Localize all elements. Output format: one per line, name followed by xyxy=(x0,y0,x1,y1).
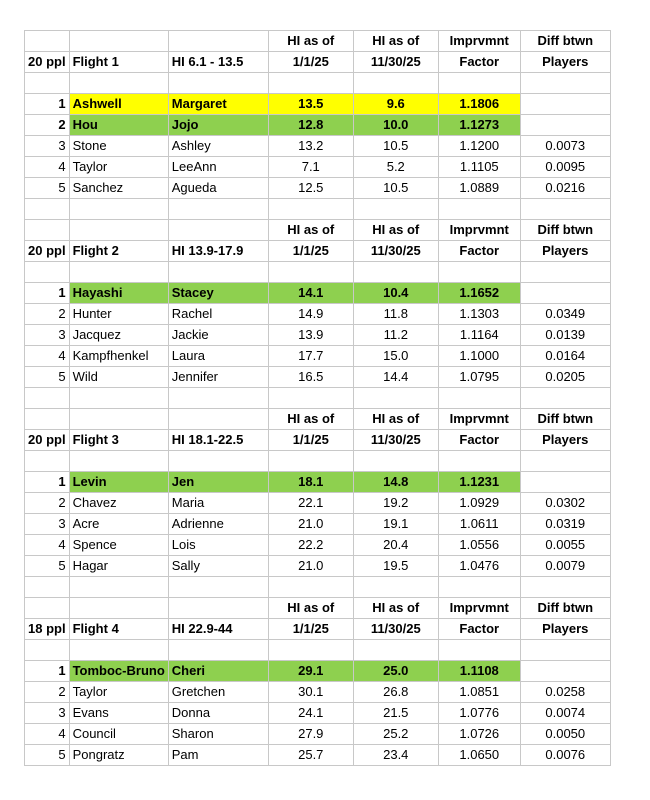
player-row xyxy=(25,703,611,724)
flight-handicap-range: HI 18.1-22.5 xyxy=(168,430,268,451)
spacer-row xyxy=(25,640,611,661)
player-row xyxy=(25,115,611,136)
hi-end-value: 19.1 xyxy=(353,514,438,535)
last-name: Kampfhenkel xyxy=(69,346,168,367)
improvement-factor: 1.0556 xyxy=(438,535,520,556)
hi-start-value: 30.1 xyxy=(268,682,353,703)
empty-cell xyxy=(168,199,268,220)
empty-cell xyxy=(168,388,268,409)
results-table-body xyxy=(25,31,611,766)
empty-cell xyxy=(69,640,168,661)
empty-cell xyxy=(353,262,438,283)
flight-handicap-range: HI 6.1 - 13.5 xyxy=(168,52,268,73)
player-row xyxy=(25,304,611,325)
rank: 4 xyxy=(25,535,70,556)
improvement-factor: 1.0726 xyxy=(438,724,520,745)
player-row xyxy=(25,94,611,115)
empty-cell xyxy=(168,31,268,52)
hi-end-value: 10.5 xyxy=(353,178,438,199)
empty-cell xyxy=(69,388,168,409)
improvement-factor: 1.1231 xyxy=(438,472,520,493)
player-row xyxy=(25,178,611,199)
last-name: Hou xyxy=(69,115,168,136)
hi-end-value: 25.2 xyxy=(353,724,438,745)
rank: 5 xyxy=(25,178,70,199)
empty-cell xyxy=(520,577,610,598)
hi-start-value: 24.1 xyxy=(268,703,353,724)
empty-cell xyxy=(438,199,520,220)
empty-cell xyxy=(268,388,353,409)
improvement-factor: 1.1652 xyxy=(438,283,520,304)
rank: 4 xyxy=(25,157,70,178)
last-name: Hagar xyxy=(69,556,168,577)
player-row xyxy=(25,472,611,493)
diff-between-players: 0.0055 xyxy=(520,535,610,556)
hi-end-value: 15.0 xyxy=(353,346,438,367)
improvement-factor: 1.1273 xyxy=(438,115,520,136)
last-name: Wild xyxy=(69,367,168,388)
improvement-factor: 1.0851 xyxy=(438,682,520,703)
empty-cell xyxy=(168,577,268,598)
diff-between-players: 0.0302 xyxy=(520,493,610,514)
first-name: Margaret xyxy=(168,94,268,115)
player-row xyxy=(25,346,611,367)
rank: 3 xyxy=(25,514,70,535)
hi-start-value: 18.1 xyxy=(268,472,353,493)
diff-between-players: 0.0216 xyxy=(520,178,610,199)
player-row xyxy=(25,325,611,346)
empty-cell xyxy=(25,388,70,409)
hi-end-date: 11/30/25 xyxy=(353,241,438,262)
hi-end-value: 11.2 xyxy=(353,325,438,346)
flight-player-count: 20 ppl xyxy=(25,241,70,262)
hi-start-date: 1/1/25 xyxy=(268,619,353,640)
empty-cell xyxy=(69,577,168,598)
diff-between-players: 0.0050 xyxy=(520,724,610,745)
improvement-factor: 1.0650 xyxy=(438,745,520,766)
empty-cell xyxy=(25,73,70,94)
empty-cell xyxy=(69,409,168,430)
hi-start-value: 16.5 xyxy=(268,367,353,388)
first-name: Jen xyxy=(168,472,268,493)
last-name: Taylor xyxy=(69,157,168,178)
empty-cell xyxy=(69,73,168,94)
hi-start-value: 13.2 xyxy=(268,136,353,157)
rank: 3 xyxy=(25,703,70,724)
last-name: Hunter xyxy=(69,304,168,325)
diff-header-2: Players xyxy=(520,52,610,73)
empty-cell xyxy=(438,388,520,409)
hi-end-date: 11/30/25 xyxy=(353,52,438,73)
hi-start-value: 14.1 xyxy=(268,283,353,304)
empty-cell xyxy=(69,220,168,241)
first-name: Agueda xyxy=(168,178,268,199)
rank: 5 xyxy=(25,367,70,388)
empty-cell xyxy=(25,220,70,241)
empty-cell xyxy=(353,73,438,94)
first-name: Maria xyxy=(168,493,268,514)
flight-header-row-2 xyxy=(25,241,611,262)
last-name: Hayashi xyxy=(69,283,168,304)
hi-end-value: 9.6 xyxy=(353,94,438,115)
blank-row xyxy=(25,577,611,598)
player-row xyxy=(25,556,611,577)
rank: 5 xyxy=(25,745,70,766)
empty-cell xyxy=(520,388,610,409)
flight-name: Flight 1 xyxy=(69,52,168,73)
player-row xyxy=(25,136,611,157)
first-name: Pam xyxy=(168,745,268,766)
flight-handicap-range: HI 22.9-44 xyxy=(168,619,268,640)
hi-start-value: 25.7 xyxy=(268,745,353,766)
improvement-factor: 1.1806 xyxy=(438,94,520,115)
hi-start-date: 1/1/25 xyxy=(268,430,353,451)
empty-cell xyxy=(353,388,438,409)
empty-cell xyxy=(168,220,268,241)
hi-start-header: HI as of xyxy=(268,598,353,619)
empty-cell xyxy=(353,577,438,598)
last-name: Council xyxy=(69,724,168,745)
improvement-factor: 1.1200 xyxy=(438,136,520,157)
empty-cell xyxy=(438,451,520,472)
hi-end-value: 23.4 xyxy=(353,745,438,766)
diff-between-players: 0.0139 xyxy=(520,325,610,346)
empty-cell xyxy=(438,262,520,283)
improvement-factor: 1.0776 xyxy=(438,703,520,724)
first-name: Rachel xyxy=(168,304,268,325)
empty-cell xyxy=(268,73,353,94)
flight-header-row-2 xyxy=(25,52,611,73)
diff-between-players xyxy=(520,115,610,136)
hi-start-value: 27.9 xyxy=(268,724,353,745)
flight-header-row-2 xyxy=(25,430,611,451)
diff-header: Diff btwn xyxy=(520,409,610,430)
hi-end-value: 19.5 xyxy=(353,556,438,577)
empty-cell xyxy=(25,451,70,472)
last-name: Tomboc-Bruno xyxy=(69,661,168,682)
hi-end-value: 25.0 xyxy=(353,661,438,682)
last-name: Jacquez xyxy=(69,325,168,346)
hi-end-value: 10.5 xyxy=(353,136,438,157)
diff-between-players: 0.0258 xyxy=(520,682,610,703)
empty-cell xyxy=(69,31,168,52)
improvement-factor: 1.0795 xyxy=(438,367,520,388)
improvement-factor: 1.0889 xyxy=(438,178,520,199)
empty-cell xyxy=(353,199,438,220)
flight-name: Flight 3 xyxy=(69,430,168,451)
rank: 4 xyxy=(25,724,70,745)
empty-cell xyxy=(69,199,168,220)
hi-end-value: 11.8 xyxy=(353,304,438,325)
hi-end-value: 10.4 xyxy=(353,283,438,304)
factor-header-2: Factor xyxy=(438,430,520,451)
flight-header-row-1 xyxy=(25,409,611,430)
diff-between-players xyxy=(520,283,610,304)
improvement-factor: 1.1000 xyxy=(438,346,520,367)
hi-end-value: 26.8 xyxy=(353,682,438,703)
empty-cell xyxy=(25,598,70,619)
diff-between-players: 0.0319 xyxy=(520,514,610,535)
flight-header-row-2 xyxy=(25,619,611,640)
empty-cell xyxy=(520,640,610,661)
spacer-row xyxy=(25,451,611,472)
player-row xyxy=(25,283,611,304)
flight-player-count: 20 ppl xyxy=(25,52,70,73)
improvement-factor: 1.1164 xyxy=(438,325,520,346)
empty-cell xyxy=(25,199,70,220)
flight-player-count: 20 ppl xyxy=(25,430,70,451)
improvement-factor: 1.1105 xyxy=(438,157,520,178)
flight-handicap-range: HI 13.9-17.9 xyxy=(168,241,268,262)
first-name: Adrienne xyxy=(168,514,268,535)
first-name: Cheri xyxy=(168,661,268,682)
rank: 4 xyxy=(25,346,70,367)
factor-header: Imprvmnt xyxy=(438,598,520,619)
first-name: Ashley xyxy=(168,136,268,157)
empty-cell xyxy=(168,451,268,472)
hi-start-value: 12.8 xyxy=(268,115,353,136)
hi-end-header: HI as of xyxy=(353,31,438,52)
improvement-factor: 1.0611 xyxy=(438,514,520,535)
hi-start-date: 1/1/25 xyxy=(268,52,353,73)
hi-end-header: HI as of xyxy=(353,598,438,619)
diff-between-players: 0.0076 xyxy=(520,745,610,766)
empty-cell xyxy=(168,73,268,94)
hi-start-header: HI as of xyxy=(268,220,353,241)
diff-between-players: 0.0205 xyxy=(520,367,610,388)
diff-between-players xyxy=(520,94,610,115)
factor-header: Imprvmnt xyxy=(438,220,520,241)
first-name: Sharon xyxy=(168,724,268,745)
factor-header-2: Factor xyxy=(438,52,520,73)
hi-start-header: HI as of xyxy=(268,31,353,52)
empty-cell xyxy=(438,640,520,661)
rank: 1 xyxy=(25,283,70,304)
hi-start-value: 17.7 xyxy=(268,346,353,367)
player-row xyxy=(25,157,611,178)
last-name: Evans xyxy=(69,703,168,724)
hi-end-value: 14.4 xyxy=(353,367,438,388)
first-name: Jennifer xyxy=(168,367,268,388)
rank: 2 xyxy=(25,115,70,136)
first-name: Donna xyxy=(168,703,268,724)
first-name: Gretchen xyxy=(168,682,268,703)
last-name: Chavez xyxy=(69,493,168,514)
empty-cell xyxy=(520,199,610,220)
rank: 1 xyxy=(25,472,70,493)
hi-start-value: 21.0 xyxy=(268,556,353,577)
improvement-factor: 1.0476 xyxy=(438,556,520,577)
last-name: Stone xyxy=(69,136,168,157)
hi-end-value: 20.4 xyxy=(353,535,438,556)
improvement-factor: 1.1303 xyxy=(438,304,520,325)
hi-end-value: 10.0 xyxy=(353,115,438,136)
last-name: Levin xyxy=(69,472,168,493)
results-table xyxy=(24,30,611,766)
flight-player-count: 18 ppl xyxy=(25,619,70,640)
last-name: Pongratz xyxy=(69,745,168,766)
hi-start-date: 1/1/25 xyxy=(268,241,353,262)
player-row xyxy=(25,724,611,745)
empty-cell xyxy=(168,598,268,619)
last-name: Ashwell xyxy=(69,94,168,115)
factor-header: Imprvmnt xyxy=(438,31,520,52)
diff-between-players xyxy=(520,472,610,493)
player-row xyxy=(25,682,611,703)
rank: 3 xyxy=(25,325,70,346)
diff-between-players xyxy=(520,661,610,682)
player-row xyxy=(25,493,611,514)
hi-end-value: 14.8 xyxy=(353,472,438,493)
flight-header-row-1 xyxy=(25,220,611,241)
hi-start-value: 13.9 xyxy=(268,325,353,346)
rank: 5 xyxy=(25,556,70,577)
hi-start-value: 29.1 xyxy=(268,661,353,682)
diff-header: Diff btwn xyxy=(520,220,610,241)
hi-end-header: HI as of xyxy=(353,220,438,241)
hi-start-value: 22.2 xyxy=(268,535,353,556)
diff-between-players: 0.0164 xyxy=(520,346,610,367)
empty-cell xyxy=(25,409,70,430)
blank-row xyxy=(25,199,611,220)
rank: 1 xyxy=(25,661,70,682)
empty-cell xyxy=(353,640,438,661)
rank: 1 xyxy=(25,94,70,115)
last-name: Taylor xyxy=(69,682,168,703)
last-name: Acre xyxy=(69,514,168,535)
empty-cell xyxy=(25,31,70,52)
empty-cell xyxy=(69,598,168,619)
hi-start-value: 7.1 xyxy=(268,157,353,178)
player-row xyxy=(25,535,611,556)
improvement-factor: 1.0929 xyxy=(438,493,520,514)
diff-between-players: 0.0095 xyxy=(520,157,610,178)
improvement-factor: 1.1108 xyxy=(438,661,520,682)
hi-start-header: HI as of xyxy=(268,409,353,430)
blank-row xyxy=(25,388,611,409)
last-name: Sanchez xyxy=(69,178,168,199)
first-name: Sally xyxy=(168,556,268,577)
hi-end-value: 21.5 xyxy=(353,703,438,724)
hi-start-value: 13.5 xyxy=(268,94,353,115)
diff-header: Diff btwn xyxy=(520,598,610,619)
empty-cell xyxy=(268,577,353,598)
diff-between-players: 0.0079 xyxy=(520,556,610,577)
empty-cell xyxy=(520,262,610,283)
empty-cell xyxy=(268,199,353,220)
factor-header-2: Factor xyxy=(438,619,520,640)
empty-cell xyxy=(25,262,70,283)
hi-start-value: 12.5 xyxy=(268,178,353,199)
player-row xyxy=(25,745,611,766)
empty-cell xyxy=(168,640,268,661)
diff-header: Diff btwn xyxy=(520,31,610,52)
diff-between-players: 0.0074 xyxy=(520,703,610,724)
empty-cell xyxy=(268,451,353,472)
hi-end-date: 11/30/25 xyxy=(353,619,438,640)
empty-cell xyxy=(438,577,520,598)
diff-between-players: 0.0073 xyxy=(520,136,610,157)
hi-end-header: HI as of xyxy=(353,409,438,430)
empty-cell xyxy=(69,451,168,472)
empty-cell xyxy=(353,451,438,472)
player-row xyxy=(25,661,611,682)
hi-end-value: 5.2 xyxy=(353,157,438,178)
diff-header-2: Players xyxy=(520,430,610,451)
hi-end-value: 19.2 xyxy=(353,493,438,514)
empty-cell xyxy=(168,409,268,430)
factor-header-2: Factor xyxy=(438,241,520,262)
empty-cell xyxy=(268,262,353,283)
rank: 3 xyxy=(25,136,70,157)
empty-cell xyxy=(520,73,610,94)
empty-cell xyxy=(69,262,168,283)
diff-between-players: 0.0349 xyxy=(520,304,610,325)
empty-cell xyxy=(520,451,610,472)
first-name: Laura xyxy=(168,346,268,367)
player-row xyxy=(25,367,611,388)
hi-end-date: 11/30/25 xyxy=(353,430,438,451)
empty-cell xyxy=(25,577,70,598)
rank: 2 xyxy=(25,304,70,325)
first-name: LeeAnn xyxy=(168,157,268,178)
flight-header-row-1 xyxy=(25,31,611,52)
hi-start-value: 14.9 xyxy=(268,304,353,325)
flight-header-row-1 xyxy=(25,598,611,619)
hi-start-value: 21.0 xyxy=(268,514,353,535)
factor-header: Imprvmnt xyxy=(438,409,520,430)
empty-cell xyxy=(168,262,268,283)
empty-cell xyxy=(438,73,520,94)
player-row xyxy=(25,514,611,535)
diff-header-2: Players xyxy=(520,241,610,262)
spacer-row xyxy=(25,262,611,283)
flight-name: Flight 4 xyxy=(69,619,168,640)
first-name: Jackie xyxy=(168,325,268,346)
last-name: Spence xyxy=(69,535,168,556)
first-name: Stacey xyxy=(168,283,268,304)
hi-start-value: 22.1 xyxy=(268,493,353,514)
rank: 2 xyxy=(25,493,70,514)
flight-name: Flight 2 xyxy=(69,241,168,262)
first-name: Lois xyxy=(168,535,268,556)
diff-header-2: Players xyxy=(520,619,610,640)
empty-cell xyxy=(268,640,353,661)
spacer-row xyxy=(25,73,611,94)
empty-cell xyxy=(25,640,70,661)
rank: 2 xyxy=(25,682,70,703)
first-name: Jojo xyxy=(168,115,268,136)
